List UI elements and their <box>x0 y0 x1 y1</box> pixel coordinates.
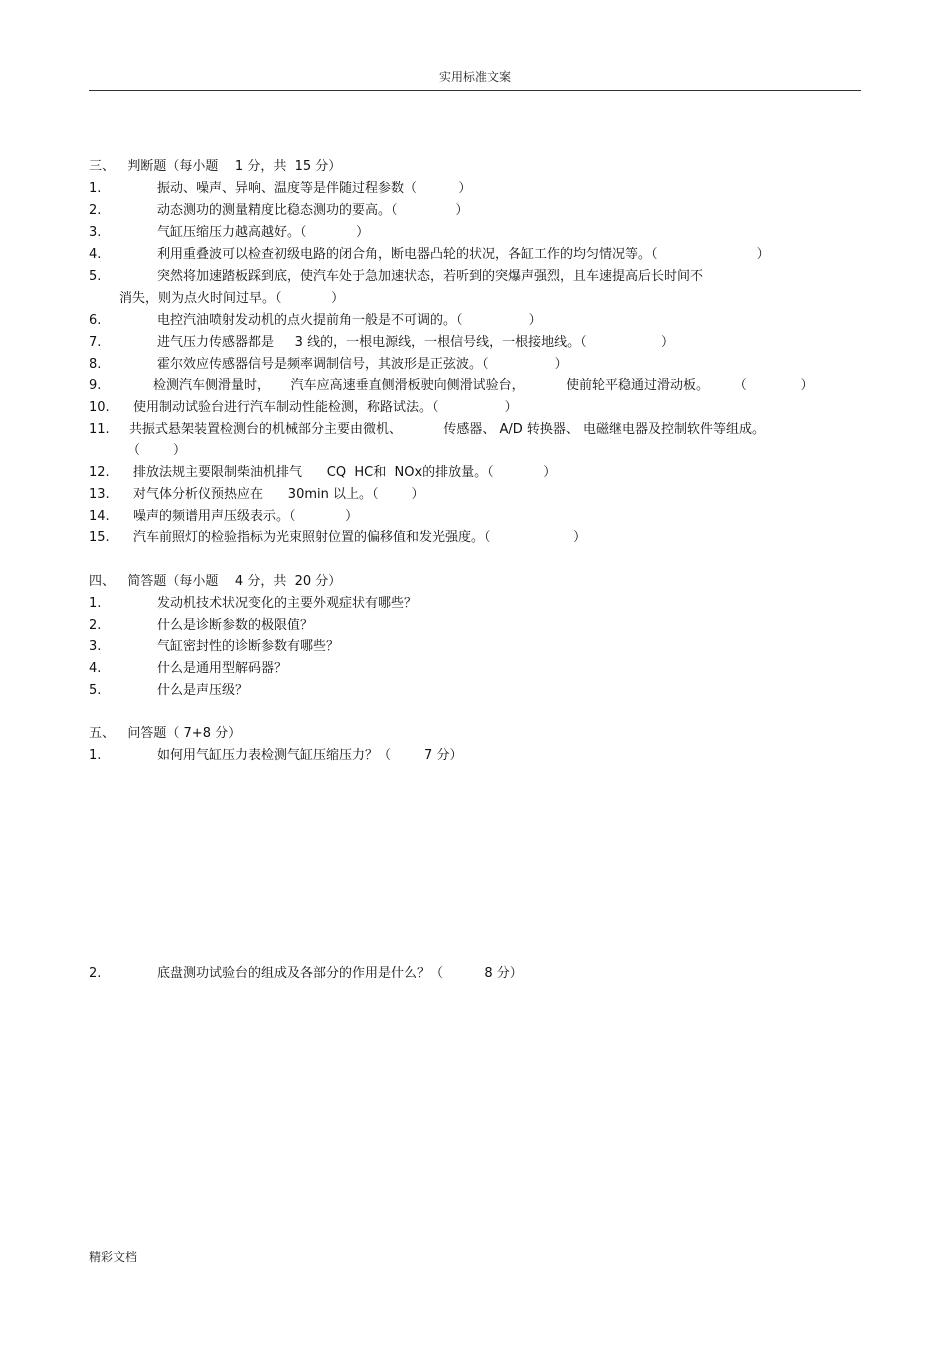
item-text: 使用制动试验台进行汽车制动性能检测，称路试法。（ ） <box>133 400 518 415</box>
item-number: 4. <box>89 661 102 676</box>
item-number: 13. <box>89 487 110 502</box>
item-number: 11. <box>89 422 110 437</box>
page-header-title: 实用标准文案 <box>438 70 511 84</box>
item-text: 什么是诊断参数的极限值？ <box>157 618 314 633</box>
item-text: 如何用气缸压力表检测气缸压缩压力？（ 7 分） <box>157 748 463 763</box>
item-number: 15. <box>89 530 110 545</box>
item-number: 4. <box>89 247 102 262</box>
item-text: 什么是声压级？ <box>157 683 249 698</box>
item-number: 3. <box>89 225 102 240</box>
item-text: 噪声的频谱用声压级表示。（ ） <box>133 509 359 524</box>
item-number: 3. <box>89 639 102 654</box>
item-number: 12. <box>89 465 110 480</box>
item-number: 1. <box>89 181 102 196</box>
item-text: 汽车前照灯的检验指标为光束照射位置的偏移值和发光强度。（ ） <box>133 530 587 545</box>
item-number: 7. <box>89 335 102 350</box>
item-number: 10. <box>89 400 110 415</box>
item-text: 霍尔效应传感器信号是频率调制信号，其波形是正弦波。（ ） <box>157 357 568 372</box>
item-text: 共振式悬架装置检测台的机械部分主要由微机、 传感器、 A/D 转换器、 电磁继电器及控制软件等组成。 <box>129 422 766 437</box>
item-text: 振动、噪声、异响、温度等是伴随过程参数（ ） <box>157 181 472 196</box>
item-number: 5. <box>89 269 102 284</box>
item-text: （ ） <box>127 443 187 458</box>
page-footer: 精彩文档 <box>89 1250 138 1264</box>
item-text: 进气压力传感器都是 3 线的，一根电源线，一根信号线，一根接地线。（ ） <box>157 335 674 350</box>
item-text: 对气体分析仪预热应在 30min 以上。（ ） <box>133 487 425 502</box>
item-text: 利用重叠波可以检查初级电路的闭合角，断电器凸轮的状况，各缸工作的均匀情况等。（ ） <box>157 247 770 262</box>
item-text: 检测汽车侧滑量时， 汽车应高速垂直侧滑板驶向侧滑试验台， 使前轮平稳通过滑动板。 （ ） <box>153 378 814 393</box>
item-number: 2. <box>89 618 102 633</box>
item-text: 发动机技术状况变化的主要外观症状有哪些？ <box>157 596 418 611</box>
item-number: 2. <box>89 203 102 218</box>
item-text: 气缸密封性的诊断参数有哪些？ <box>157 639 340 654</box>
item-number: 6. <box>89 313 102 328</box>
item-number: 14. <box>89 509 110 524</box>
item-text: 底盘测功试验台的组成及各部分的作用是什么？（ 8 分） <box>157 966 523 981</box>
section4-heading: 四、 简答题（每小题 4 分，共 20 分） <box>89 574 342 589</box>
header-rule <box>89 90 861 91</box>
item-number: 9. <box>89 378 102 393</box>
item-text: 动态测功的测量精度比稳态测功的要高。（ ） <box>157 203 469 218</box>
item-number: 8. <box>89 357 102 372</box>
item-number: 1. <box>89 596 102 611</box>
item-text: 气缸压缩压力越高越好。（ ） <box>157 225 370 240</box>
item-number: 1. <box>89 748 102 763</box>
item-text: 排放法规主要限制柴油机排气 CQ HC和 NOx的排放量。（ ） <box>133 465 557 480</box>
section5-heading: 五、 问答题（ 7+8 分） <box>89 726 242 741</box>
item-number: 2. <box>89 966 102 981</box>
item-number: 5. <box>89 683 102 698</box>
item-text: 什么是通用型解码器？ <box>157 661 288 676</box>
item-text: 突然将加速踏板踩到底，使汽车处于急加速状态，若听到的突爆声强烈，且车速提高后长时间不 <box>157 269 704 284</box>
item-text: 消失，则为点火时间过早。（ ） <box>119 291 345 306</box>
section3-heading: 三、 判断题（每小题 1 分，共 15 分） <box>89 159 342 174</box>
item-text: 电控汽油喷射发动机的点火提前角一般是不可调的。（ ） <box>157 313 542 328</box>
